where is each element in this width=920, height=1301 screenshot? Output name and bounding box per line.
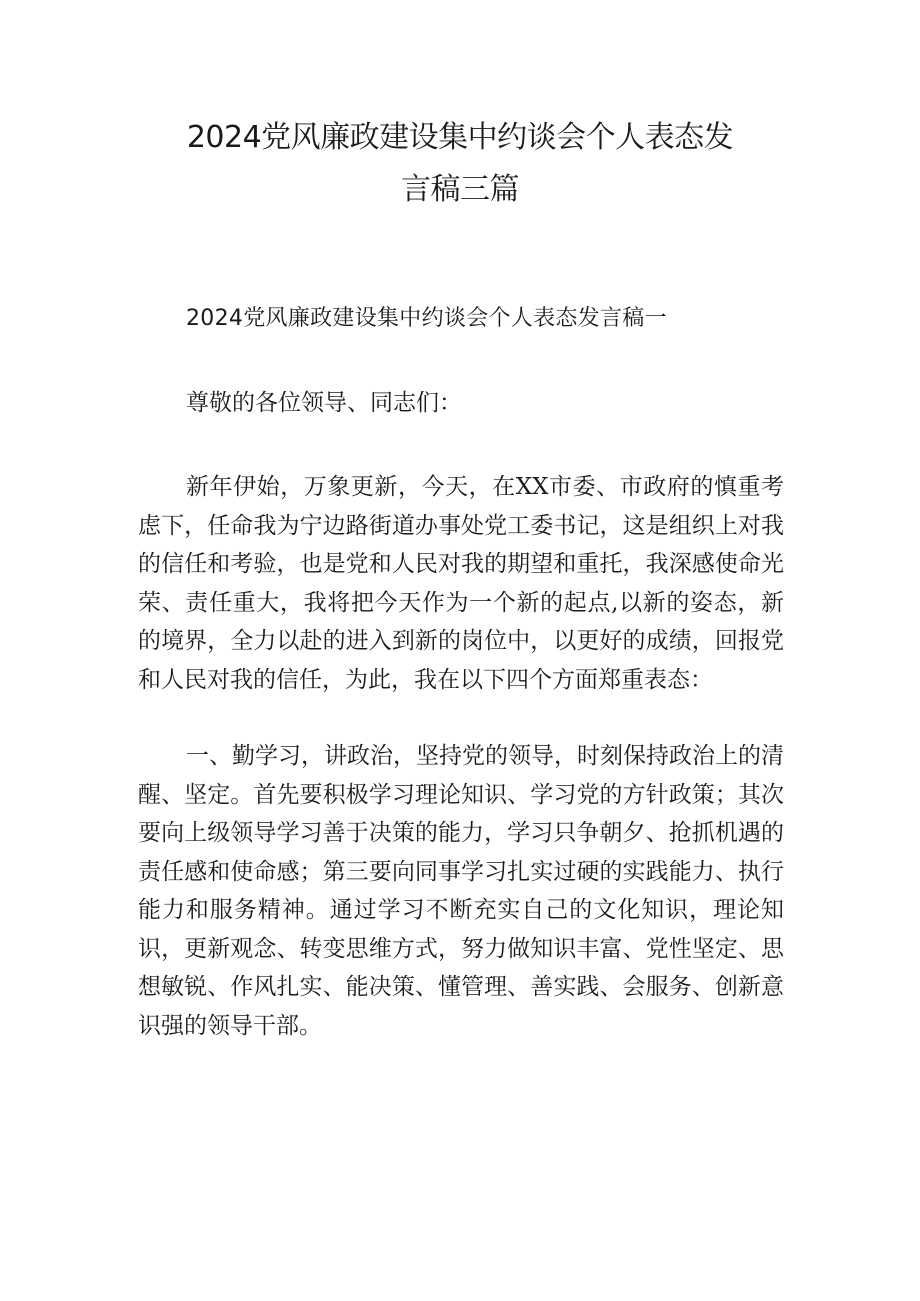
document-title-line-2: 言稿三篇 [401,172,519,207]
document-title [140,112,780,216]
document-title-line-1: 2024党风廉政建设集中约谈会个人表态发 [186,120,734,155]
body-paragraph-intro: 新年伊始，万象更新，今天，在XX市委、市政府的慎重考虑下，任命我为宁边路街道办事处党工委书记，这是组织上对我的信任和考验，也是党和人民对我的期望和重托，我深感使命光荣、责任重大，我将把今天作为一个新的起点,以新的姿态，新的境界，全力以赴的进入到新的岗位中，以更好的成绩，回报党和人民对我的信任，为此，我在以下四个方面郑重表态： [138,474,784,693]
salutation: 尊敬的各位领导、同志们： [186,390,462,416]
body-paragraph-point-one: 一、勤学习，讲政治，坚持党的领导，时刻保持政治上的清醒、坚定。首先要积极学习理论知识、学习党的方针政策；其次要向上级领导学习善于决策的能力，学习只争朝夕、抢抓机遇的责任感和使命感；第三要向同事学习扎实过硬的实践能力、执行能力和服务精神。通过学习不断充实自己的文化知识，理论知识，更新观念、转变思维方式，努力做知识丰富、党性坚定、思想敏锐、作风扎实、能决策、懂管理、善实践、会服务、创新意识强的领导干部。 [138,743,784,1039]
section-heading: 2024党风廉政建设集中约谈会个人表态发言稿一 [186,306,667,331]
